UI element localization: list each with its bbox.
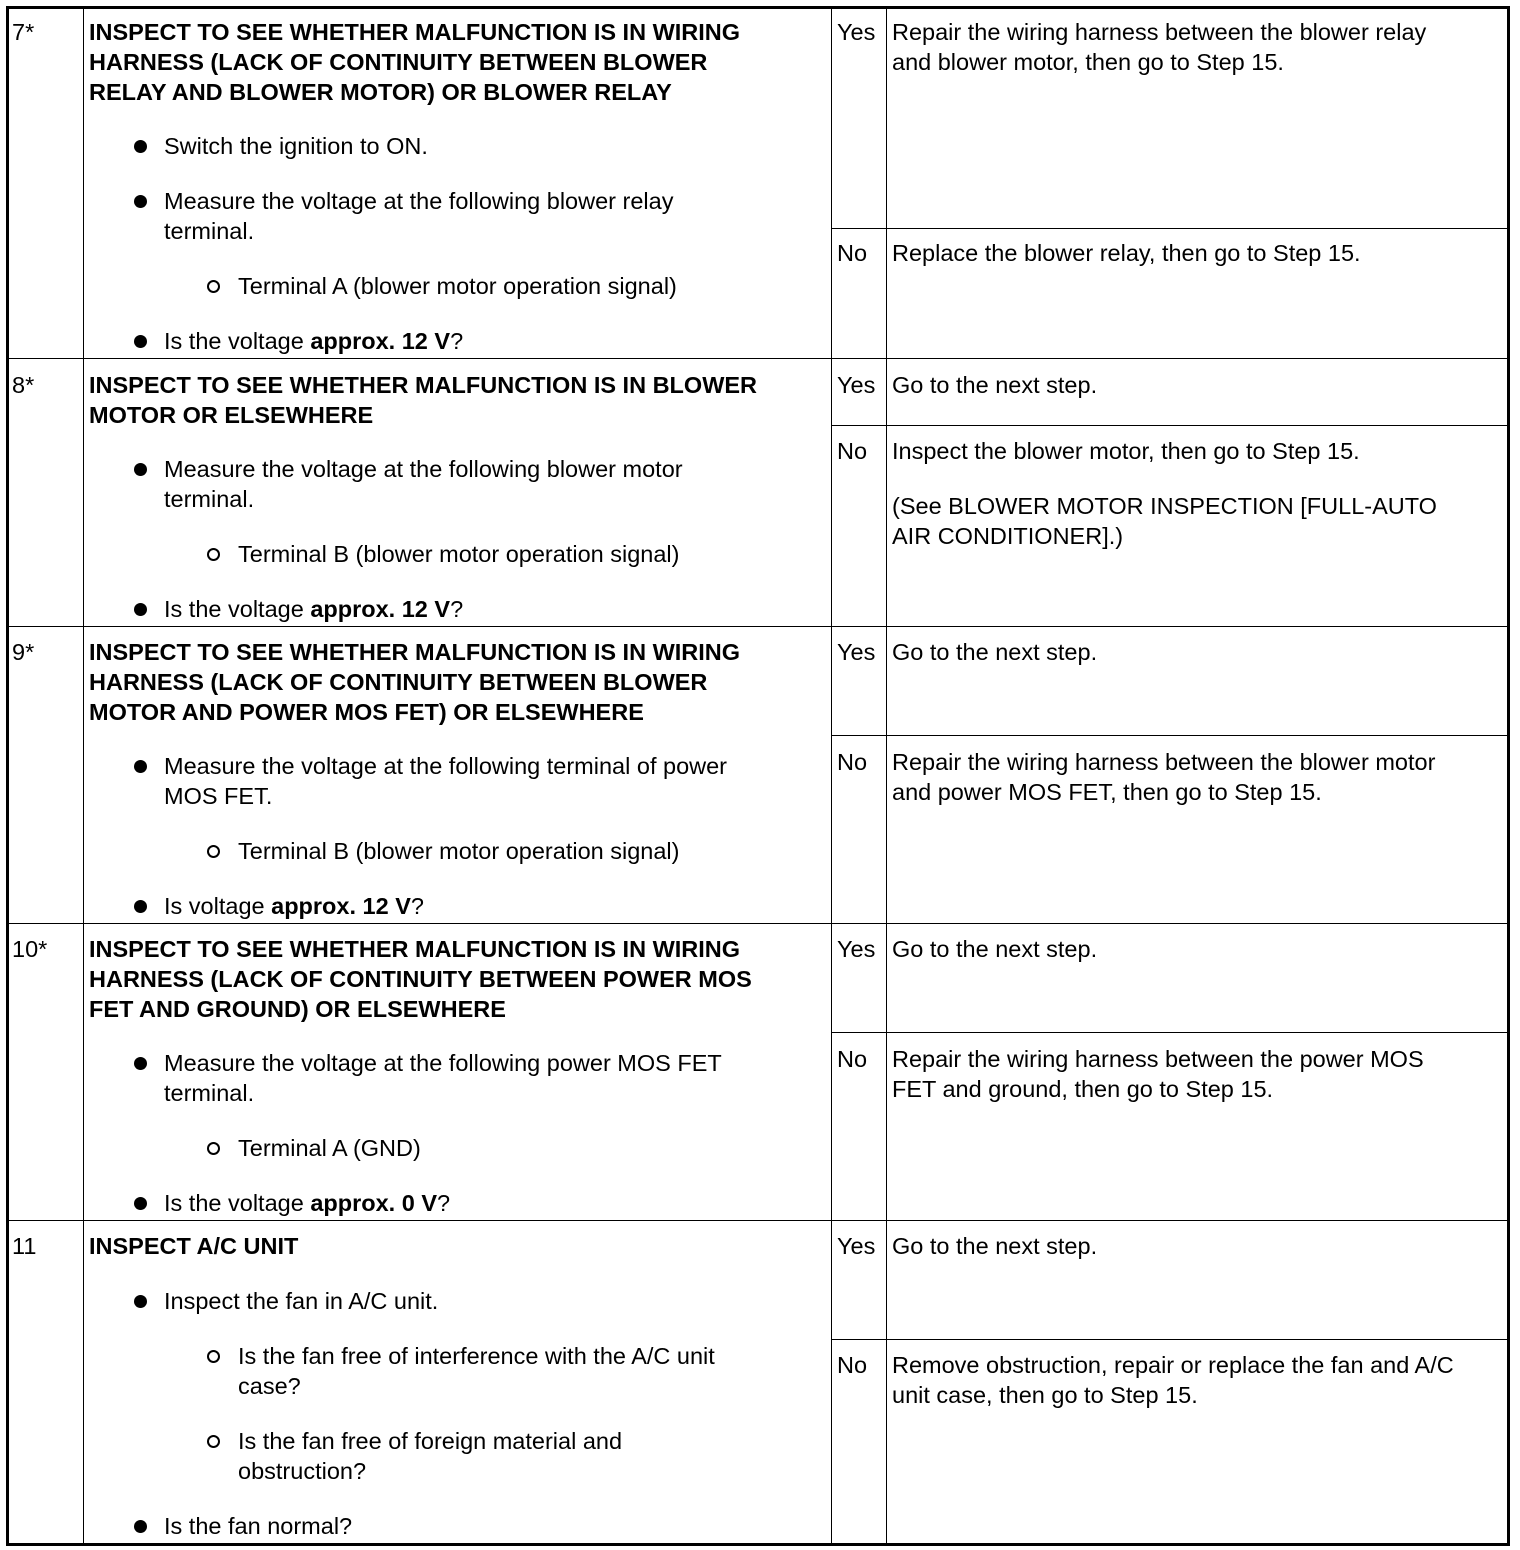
yes-action: Go to the next step. [892,639,1098,665]
question-item [164,326,463,356]
step-number: 10* [12,936,48,962]
yes-action: and blower motor, then go to Step 15. [892,49,1284,75]
row-divider [9,626,1507,627]
circle-bullet-icon [207,1142,220,1155]
step-title: INSPECT TO SEE WHETHER MALFUNCTION IS IN WIRING [89,639,741,665]
row-divider [9,1220,1507,1221]
yes-no-divider [831,1032,1507,1033]
sub-item: case? [238,1373,301,1399]
step-number: 11 [12,1233,37,1259]
bullet-icon [134,760,147,773]
question-mark: ? [450,596,464,622]
step-title: INSPECT TO SEE WHETHER MALFUNCTION IS IN WIRING [89,19,741,45]
no-action: unit case, then go to Step 15. [892,1382,1198,1408]
step-number: 9* [12,639,35,665]
bullet-item: Measure the voltage at the following blower motor [164,456,683,482]
bullet-item: Measure the voltage at the following terminal of power [164,753,728,779]
yes-action: Go to the next step. [892,936,1098,962]
question-text: Is the voltage [164,328,311,354]
column-divider-result [886,9,887,1543]
bullet-icon [134,463,147,476]
diagnostic-table [6,6,1510,1546]
column-divider-inspection [831,9,832,1543]
no-action: Replace the blower relay, then go to Step 15. [892,240,1361,266]
bullet-item: terminal. [164,486,255,512]
yes-label: Yes [837,372,876,398]
bullet-item: MOS FET. [164,783,273,809]
step-number: 7* [12,19,35,45]
row-divider [9,358,1507,359]
circle-bullet-icon [207,1435,220,1448]
circle-bullet-icon [207,1350,220,1363]
question-item [164,1188,450,1218]
no-label: No [837,438,868,464]
bullet-icon [134,900,147,913]
step-title: MOTOR OR ELSEWHERE [89,402,374,428]
step-title: FET AND GROUND) OR ELSEWHERE [89,996,506,1022]
bullet-icon [134,603,147,616]
yes-label: Yes [837,639,876,665]
yes-label: Yes [837,936,876,962]
no-action: and power MOS FET, then go to Step 15. [892,779,1322,805]
no-action: Remove obstruction, repair or replace the fan and A/C [892,1352,1454,1378]
yes-no-divider [831,425,1507,426]
no-label: No [837,1352,868,1378]
no-action: Inspect the blower motor, then go to Step 15. [892,438,1360,464]
yes-no-divider [831,1339,1507,1340]
sub-item: Terminal A (GND) [238,1135,421,1161]
question-text: Is the voltage [164,1190,311,1216]
bullet-icon [134,1197,147,1210]
sub-item: Terminal B (blower motor operation signal) [238,541,680,567]
bullet-icon [134,140,147,153]
no-label: No [837,749,868,775]
step-number: 8* [12,372,35,398]
yes-no-divider [831,735,1507,736]
sub-item: Is the fan free of foreign material and [238,1428,623,1454]
spec-value: approx. 12 V [271,893,411,919]
step-title: INSPECT A/C UNIT [89,1233,299,1259]
circle-bullet-icon [207,845,220,858]
yes-action: Repair the wiring harness between the blower relay [892,19,1427,45]
yes-label: Yes [837,19,876,45]
step-title: MOTOR AND POWER MOS FET) OR ELSEWHERE [89,699,644,725]
step-title: RELAY AND BLOWER MOTOR) OR BLOWER RELAY [89,79,672,105]
sub-item: Terminal A (blower motor operation signal) [238,273,677,299]
yes-action: Go to the next step. [892,372,1098,398]
yes-action: Go to the next step. [892,1233,1098,1259]
question-item [164,594,463,624]
question-text: Is voltage [164,893,272,919]
circle-bullet-icon [207,548,220,561]
step-title: HARNESS (LACK OF CONTINUITY BETWEEN BLOWER [89,49,708,75]
bullet-item: terminal. [164,218,255,244]
no-action: Repair the wiring harness between the power MOS [892,1046,1424,1072]
question-item [164,891,424,921]
bullet-item: terminal. [164,1080,255,1106]
spec-value: approx. 12 V [310,596,451,622]
sub-item: Is the fan free of interference with the A/C unit [238,1343,715,1369]
bullet-icon [134,1295,147,1308]
yes-no-divider [831,228,1507,229]
step-title: INSPECT TO SEE WHETHER MALFUNCTION IS IN WIRING [89,936,741,962]
bullet-icon [134,1057,147,1070]
bullet-item: Is the fan normal? [164,1513,353,1539]
step-title: HARNESS (LACK OF CONTINUITY BETWEEN BLOWER [89,669,708,695]
question-mark: ? [437,1190,451,1216]
circle-bullet-icon [207,280,220,293]
no-action: Repair the wiring harness between the blower motor [892,749,1436,775]
no-action-note: AIR CONDITIONER].) [892,523,1124,549]
yes-label: Yes [837,1233,876,1259]
question-mark: ? [450,328,464,354]
sub-item: obstruction? [238,1458,367,1484]
no-label: No [837,1046,868,1072]
bullet-icon [134,1520,147,1533]
no-action-note: (See BLOWER MOTOR INSPECTION [FULL-AUTO [892,493,1437,519]
bullet-icon [134,335,147,348]
no-action: FET and ground, then go to Step 15. [892,1076,1274,1102]
bullet-icon [134,195,147,208]
bullet-item: Measure the voltage at the following power MOS FET [164,1050,722,1076]
spec-value: approx. 0 V [310,1190,438,1216]
step-title: HARNESS (LACK OF CONTINUITY BETWEEN POWER MOS [89,966,752,992]
question-mark: ? [410,893,424,919]
spec-value: approx. 12 V [310,328,451,354]
sub-item: Terminal B (blower motor operation signal) [238,838,680,864]
no-label: No [837,240,868,266]
row-divider [9,923,1507,924]
bullet-item: Switch the ignition to ON. [164,133,428,159]
question-text: Is the voltage [164,596,311,622]
bullet-item: Measure the voltage at the following blower relay [164,188,674,214]
column-divider-step [83,9,84,1543]
bullet-item: Inspect the fan in A/C unit. [164,1288,439,1314]
step-title: INSPECT TO SEE WHETHER MALFUNCTION IS IN BLOWER [89,372,758,398]
